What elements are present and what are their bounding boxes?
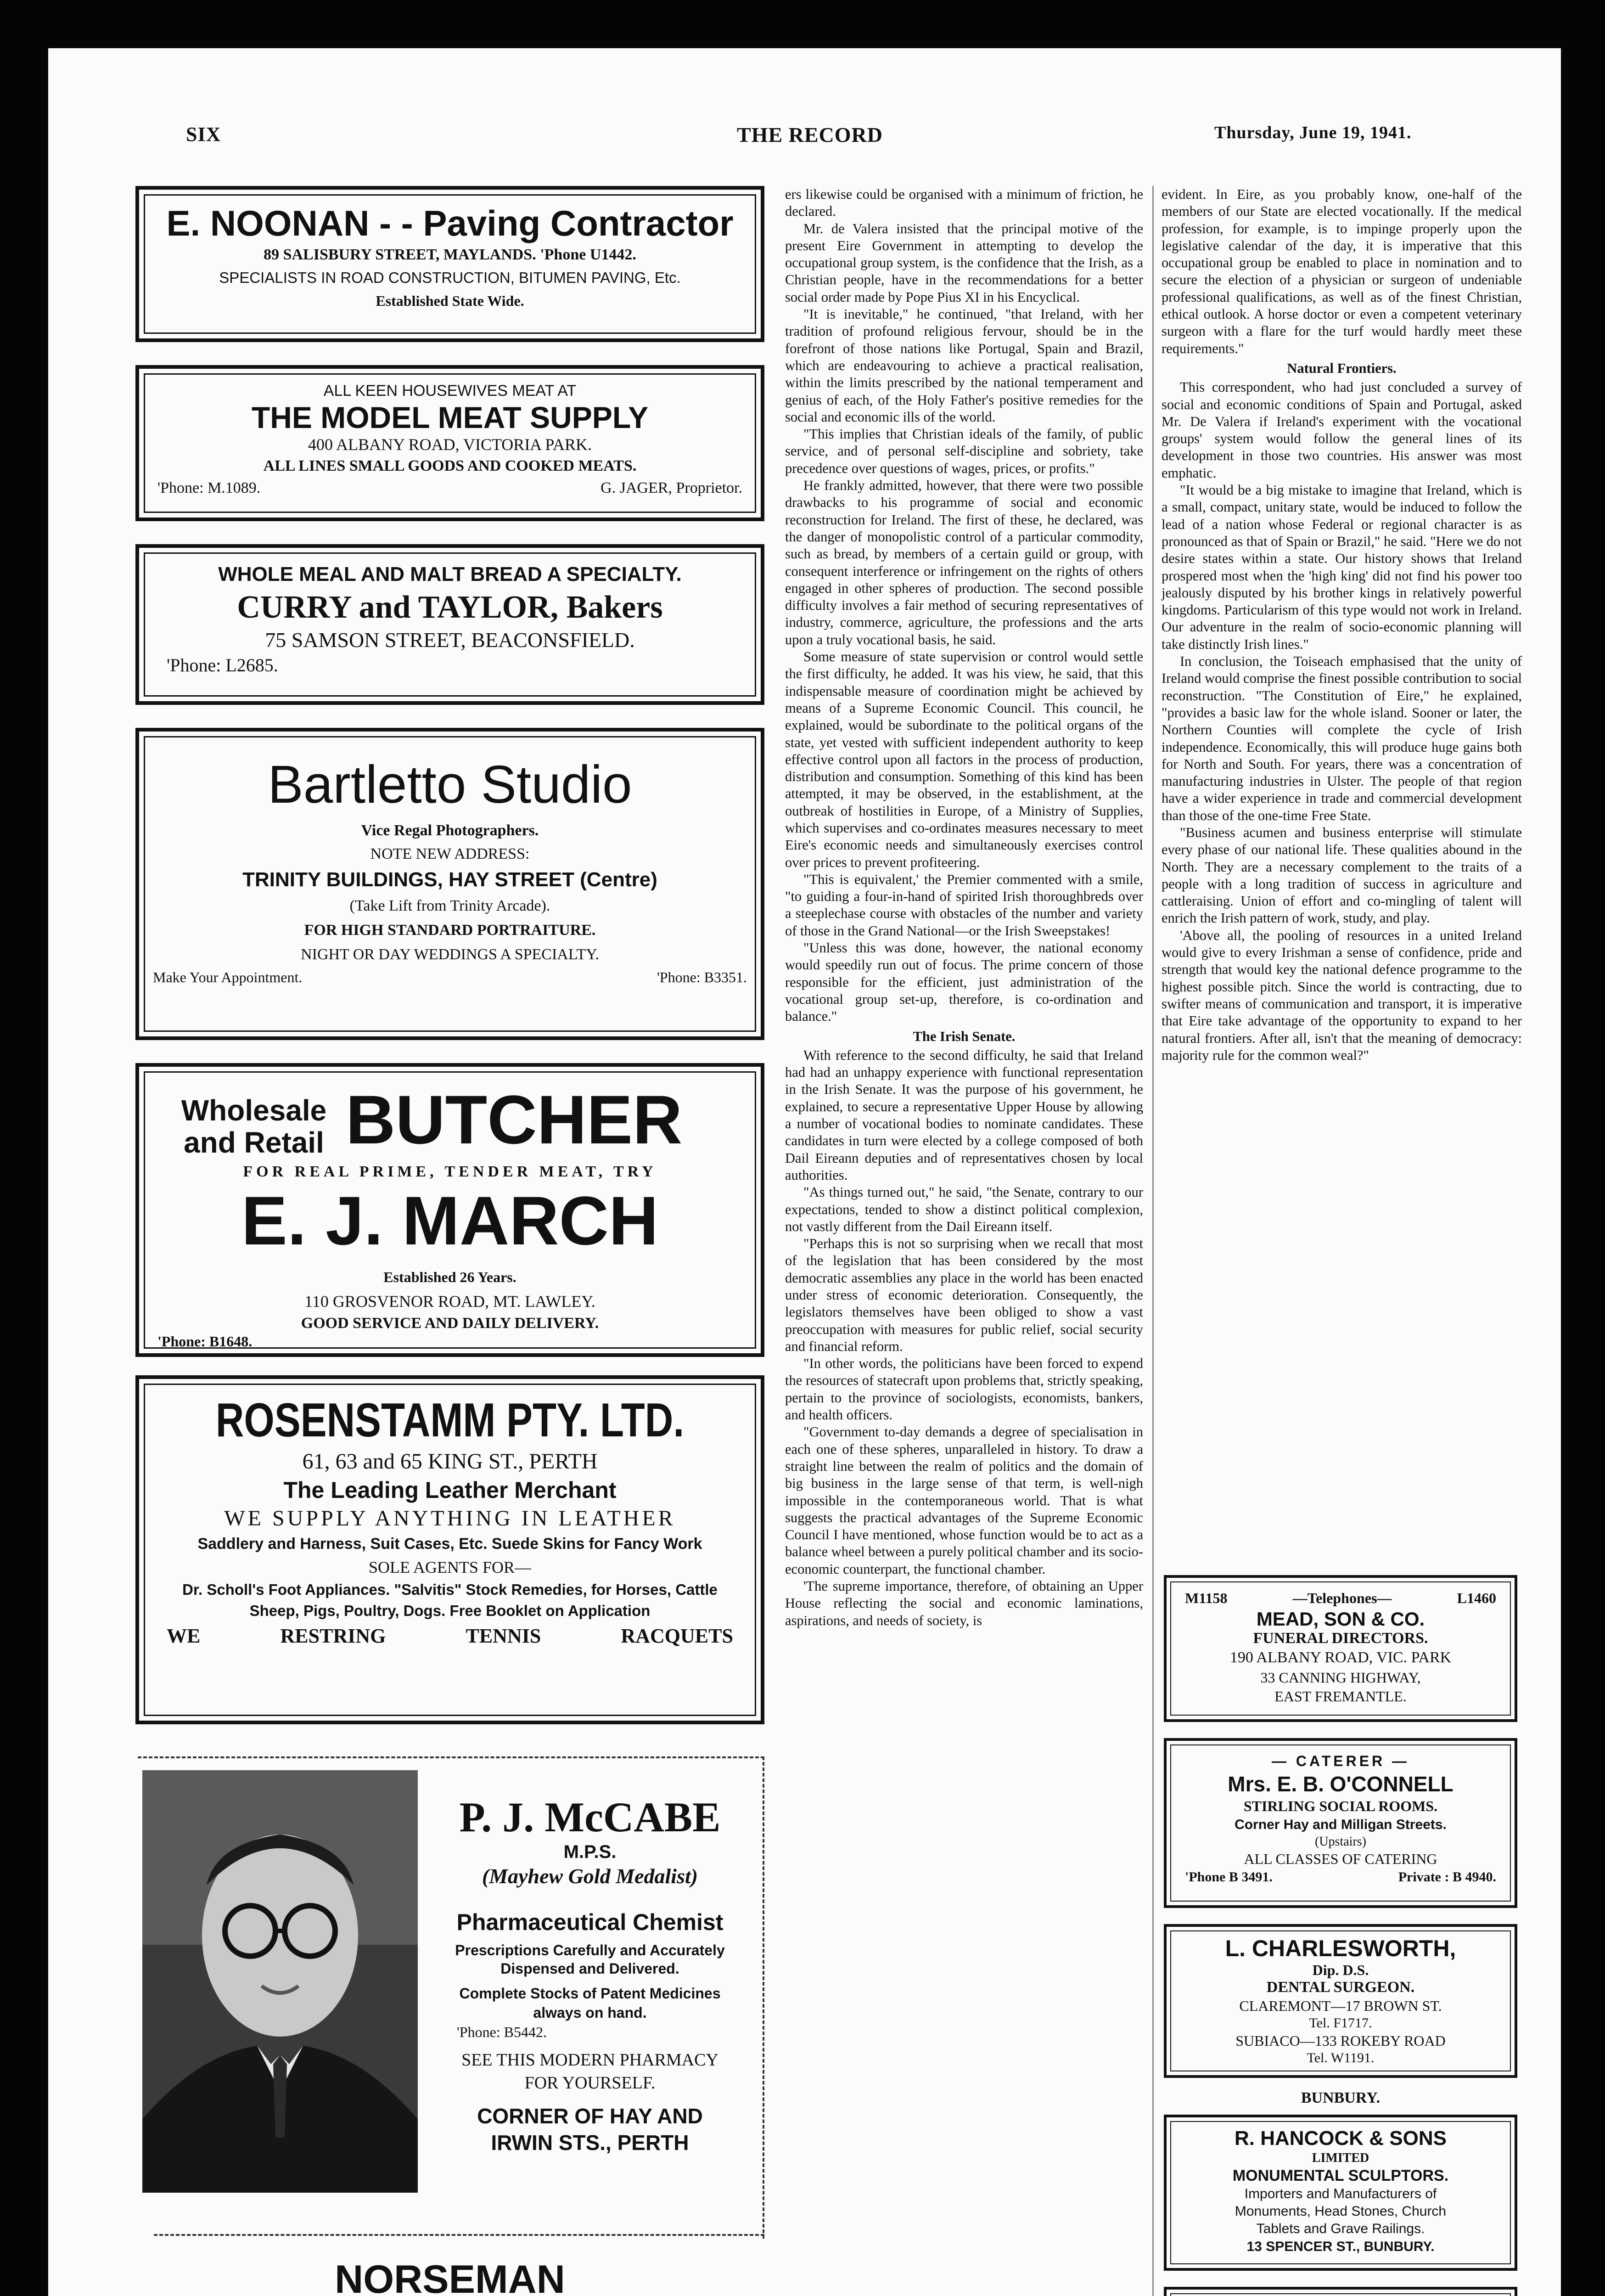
bunbury-heading: BUNBURY. (1301, 2089, 1381, 2106)
article-paragraph: This correspondent, who had just concluded a survey of social and economic conditions of Spain and Portugal, asked Mr. De Valera if Ireland's experiment with the vocational groups' system would follow the general lines of its development in those two countries. His answer was most emphatic. (1162, 379, 1522, 481)
ad-text: —Telephones— (1292, 1590, 1392, 1606)
ad-text: GOOD SERVICE AND DAILY DELIVERY. (301, 1315, 599, 1332)
wholesale-retail (171, 1094, 337, 1159)
ad-text: LIMITED (1312, 2151, 1369, 2165)
ad-text: NIGHT OR DAY WEDDINGS A SPECIALTY. (301, 946, 599, 963)
ad-address: 13 SPENCER ST., BUNBURY. (1246, 2239, 1435, 2254)
ad-text: SOLE AGENTS FOR— (368, 1558, 532, 1576)
ad-address: CLAREMONT—17 BROWN ST. (1239, 1998, 1442, 2014)
ad-phone: 'Phone: M.1089. (157, 479, 261, 496)
ad-text: and Retail (184, 1126, 324, 1159)
ad-hancock (1164, 2115, 1517, 2271)
article-column-1 (785, 186, 1143, 1629)
article-paragraph: "In other words, the politicians have been forced to expend the resources of statecraft upon problems that, strictly speaking, pertain to the province of sociologists, economists, bankers, and health officers. (785, 1356, 1143, 1423)
ad-text: ALL LINES SMALL GOODS AND COOKED MEATS. (263, 457, 637, 474)
ad-text: RESTRING (280, 1625, 386, 1647)
ad-text: (Mayhew Gold Medalist) (482, 1864, 698, 1888)
ad-model-meat (135, 365, 764, 521)
issue-date: Thursday, June 19, 1941. (1214, 123, 1412, 142)
ad-address: 190 ALBANY ROAD, VIC. PARK (1229, 1649, 1452, 1666)
article-paragraph: He frankly admitted, however, that there were two possible drawbacks to his programme of social and economic reconstruction for Ireland. The first of these, he declared, was the danger of monopolistic control of a particular commodity, such as bread, by members of a certain guild or group, with consequent interference or infringement on the rights of others engaged in other spheres of production. The second possible difficulty involves a fair method of securing representatives of industry, commerce, agriculture, the professions and the arts upon a truly vocational basis, he said. (785, 478, 1143, 647)
ad-text: Prescriptions Carefully and Accurately (455, 1942, 725, 1958)
ad-bartletto (135, 728, 764, 1040)
ad-rosenstamm (135, 1375, 764, 1724)
ad-text: M.P.S. (563, 1842, 617, 1862)
ad-noonan (135, 186, 764, 342)
masthead: THE RECORD (737, 123, 883, 146)
ad-text: SEE THIS MODERN PHARMACY (461, 2050, 718, 2070)
ad-address: 89 SALISBURY STREET, MAYLANDS. 'Phone U1442. (264, 246, 636, 263)
article-paragraph: 'Above all, the pooling of resources in a united Ireland would give to every Irishman a sense of confidence, pride and strength that would key the national defence programme to the highest possible pitch. Since the world is contracting, due to swifter means of communication and transport, it is imperative that Eire take advantage of the opportunity to expand to her natural frontiers. After all, isn't that the meaning of democracy: majority rule for the common weal?" (1162, 927, 1522, 1063)
ad-phone: Tel. F1717. (1309, 2015, 1372, 2031)
ad-text: WE (167, 1625, 201, 1647)
ad-title: Bartletto Studio (268, 754, 632, 814)
ad-text: STIRLING SOCIAL ROOMS. (1243, 1798, 1438, 1814)
ad-border (1170, 1930, 1511, 2071)
ad-text: Sheep, Pigs, Poultry, Dogs. Free Booklet on Application (249, 1602, 651, 1619)
ad-phone: Tel. W1191. (1307, 2050, 1375, 2065)
ad-mead (1164, 1575, 1517, 1722)
ad-address: SUBIACO—133 ROKEBY ROAD (1235, 2032, 1446, 2049)
ad-text: ALL KEEN HOUSEWIVES MEAT AT (323, 382, 577, 400)
ad-text: The Leading Leather Merchant (283, 1477, 617, 1503)
ad-title: BUTCHER (346, 1081, 683, 1158)
ad-address: TRINITY BUILDINGS, HAY STREET (Centre) (242, 868, 657, 891)
ad-text: (Take Lift from Trinity Arcade). (349, 897, 550, 914)
ad-border (144, 736, 756, 1032)
ad-address: 400 ALBANY ROAD, VICTORIA PARK. (308, 435, 592, 454)
ad-address: Corner Hay and Milligan Streets. (1235, 1817, 1447, 1832)
ad-title: THE MODEL MEAT SUPPLY (251, 400, 649, 434)
article-paragraph: Mr. de Valera insisted that the principal motive of the present Eire Government in attempting to develop the occupational group system, is the confidence that the Irish, as a Christian people, have in the recommendations for a better social order made by Pope Pius XI in his Encyclical. (785, 220, 1143, 305)
ad-text: Saddlery and Harness, Suit Cases, Etc. Suede Skins for Fancy Work (197, 1535, 702, 1553)
ad-phone: L1460 (1457, 1590, 1496, 1606)
article-paragraph: With reference to the second difficulty, he said that Ireland had had an unhappy experience with functional representation in the Irish Senate. It was the purpose of his government, he explained, to secure a representative Upper House by allowing a number of vocational bodies to nominate candidates. These candidates in turn were elected by a college composed of both Dail Eireann deputies and of representatives chosen by local authorities. (785, 1047, 1143, 1183)
ad-text: Tablets and Grave Railings. (1256, 2221, 1425, 2236)
ad-text: Make Your Appointment. (153, 969, 303, 985)
ad-text: FUNERAL DIRECTORS. (1253, 1630, 1428, 1647)
ad-phone: 'Phone B 3491. (1185, 1869, 1273, 1885)
ad-text: NOTE NEW ADDRESS: (370, 845, 530, 862)
norseman-rule (154, 2234, 764, 2236)
ad-text: SPECIALISTS IN ROAD CONSTRUCTION, BITUMEN PAVING, Etc. (219, 269, 681, 286)
ad-phone: 'Phone: B1648. (157, 1333, 253, 1350)
ad-address: 75 SAMSON STREET, BEACONSFIELD. (265, 628, 635, 652)
ad-border (1170, 1745, 1511, 1902)
ad-text: Monuments, Head Stones, Church (1235, 2204, 1447, 2219)
ad-phone: 'Phone: B3351. (657, 969, 747, 985)
article-paragraph: "This implies that Christian ideals of the family, of public service, and of personal self-discipline and sobriety, take precedence over questions of wages, prices, or profits." (785, 426, 1143, 476)
ad-text: TENNIS (466, 1625, 541, 1647)
ad-text: WHOLE MEAL AND MALT BREAD A SPECIALTY. (218, 563, 682, 585)
ad-title: ROSENSTAMM PTY. LTD. (215, 1394, 685, 1447)
ad-border (144, 194, 756, 334)
ad-name: E. J. MARCH (241, 1182, 659, 1259)
ad-address: CORNER OF HAY AND (477, 2104, 703, 2128)
article-paragraph: "Government to-day demands a degree of specialisation in each one of these spheres, unparalleled in history. To draw a straight line between the realm of politics and the domain of big business in the large sense of that term, is well-nigh impossible in the contemporaneous world. That is what suggests the practical advantages of the Supreme Economic Council I have mentioned, whose function would be to act as a balance wheel between a purely political chamber and its socio-economic counterpart, the functional chamber. (785, 1424, 1143, 1577)
ad-text: Wholesale (181, 1094, 327, 1127)
article-paragraph: "Unless this was done, however, the national economy would speedily run out of focus. The prime concern of those responsible for the efficient, just administration of the vocational group set-up, therefore, is co-ordination and balance." (785, 940, 1143, 1024)
ad-address: 110 GROSVENOR ROAD, MT. LAWLEY. (304, 1292, 595, 1311)
ad-phone: 'Phone: B5442. (457, 2024, 547, 2040)
ad-border (144, 552, 756, 697)
ad-border (1170, 2293, 1511, 2296)
ad-proprietor: G. JAGER, Proprietor. (600, 479, 742, 496)
ad-text: DENTAL SURGEON. (1266, 1979, 1415, 1996)
portrait-photo (142, 1770, 418, 2193)
ad-text: FOR YOURSELF. (524, 2073, 656, 2093)
ad-title: CURRY and TAYLOR, Bakers (237, 590, 663, 625)
ad-text: Complete Stocks of Patent Medicines (459, 1985, 721, 2002)
ad-oconnell (1164, 1738, 1517, 1908)
ad-text: Dispensed and Delivered. (500, 1960, 679, 1977)
article-paragraph: "Business acumen and business enterprise will stimulate every phase of our national life. These qualities abound in the North. They are a necessary complement to the traits of a people with a long tradition of success in agriculture and cattleraising. Union of effort and co-mingling of talent will enrich the Irish pattern of work, study, and play. (1162, 824, 1522, 926)
ad-text: Dip. D.S. (1312, 1962, 1369, 1978)
ad-text: Vice Regal Photographers. (361, 822, 539, 839)
ad-title: P. J. McCABE (459, 1794, 721, 1840)
ad-border (1170, 2121, 1511, 2264)
ad-text: (Upstairs) (1315, 1835, 1366, 1849)
article-paragraph: "This is equivalent,' the Premier commented with a smile, "to guiding a four-in-hand of spirited Irish thoroughbreds over a steeplechase course with obstacles of the number and variety of those in the Grand National—or the Irish Sweepstakes! (785, 871, 1143, 939)
ad-text: Established State Wide. (376, 293, 524, 309)
article-column-2 (1162, 186, 1522, 1064)
portrait-figure (142, 1770, 418, 2193)
article-paragraph: evident. In Eire, as you probably know, one-half of the members of our State are elected vocationally. If the medical profession, for example, is to impinge properly upon the legislative calendar of the day, it is imperative that this occupational group be enabled to place in nomination and to secure the election of a physician or surgeon of undeniable professional qualifications, as well as of the finest Christian, ethical outlook. A horse doctor or even a competent veterinary surgeon with a flare for the turf would hardly meet these requirements." (1162, 186, 1522, 356)
ad-text: FOR HIGH STANDARD PORTRAITURE. (304, 922, 596, 939)
article-paragraph: In conclusion, the Toiseach emphasised that the unity of Ireland would comprise the finest possible contribution to social reconstruction. "The Constitution of Eire," he explained, "provides a basic law for the whole island. Sooner or later, the Northern Counties will complete the cycle of Irish independence. Economically, this will produce huge gains both for North and South. For years, there was a concentration of manufacturing industries in Ulster. The people of that region have a wider experience in trade and commercial development than those of the one-time Free State. (1162, 653, 1522, 823)
article-paragraph: "It is inevitable," he continued, "that Ireland, with her tradition of profound religious fervour, should be in the forefront of those nations like Portugal, Spain and Brazil, which are endeavouring to achieve a practical realisation, within the limits prescribed by the national temperament and genius of each, of the Holy Father's positive remedies for the social and economic ills of the world. (785, 306, 1143, 425)
ad-phone: 'Phone: L2685. (167, 655, 278, 675)
ad-text: Importers and Manufacturers of (1244, 2186, 1437, 2201)
ad-charlesworth (1164, 1924, 1517, 2078)
article-paragraph: "As things turned out," he said, "the Senate, contrary to our expectations, tended to show a distinct political complexion, not vastly different from the Dail Eireann itself. (785, 1184, 1143, 1234)
ad-text: FOR REAL PRIME, TENDER MEAT, TRY (243, 1163, 657, 1180)
ad-border (144, 373, 756, 513)
ad-text: Dr. Scholl's Foot Appliances. "Salvitis" Stock Remedies, for Horses, Cattle (182, 1581, 718, 1598)
newspaper-page (48, 48, 1561, 2296)
ad-title: E. NOONAN - - Paving Contractor (166, 203, 734, 243)
ad-text: MONUMENTAL SCULPTORS. (1232, 2167, 1449, 2184)
ad-address: 61, 63 and 65 KING ST., PERTH (302, 1449, 598, 1474)
ad-text: Established 26 Years. (383, 1269, 516, 1285)
ad-title: MEAD, SON & CO. (1256, 1608, 1425, 1630)
ad-text: WE SUPPLY ANYTHING IN LEATHER (224, 1506, 676, 1531)
article-paragraph: "It would be a big mistake to imagine that Ireland, which is a small, compact, unitary state, would be induced to follow the lead of a nation whose Federal or regional character is as pronounced as that of Spain or Brazil," he said. "Here we do not desire states within a state. Our history shows that Ireland prospered most when the 'high king' did not find his power too jealously disputed by his brother kings in relatively powerful kingdoms. Particularism of this type would not work in Ireland. Our adventure in the realm of socio-economic planning will take distinctly Irish lines." (1162, 482, 1522, 652)
ad-phone: Private : B 4940. (1398, 1869, 1496, 1885)
subheading: The Irish Senate. (913, 1028, 1016, 1044)
article-paragraph: Some measure of state supervision or control would settle the first difficulty, he added. It was his view, he said, that this indispensable measure of coordination might be achieved by means of a Supreme Economic Council. This council, he explained, would be subordinate to the political organs of the state, yet vested with sufficient independent authority to keep effective control upon all factors in the process of production, distribution and consumption. Something of this kind has been attempted, it may be observed, in the establishment, at the outbreak of hostilities in Europe, of a Ministry of Supplies, which supervises and co-ordinates measures necessary to meet Eire's economic needs and simultaneously exercises control over prices to prevent profiteering. (785, 649, 1143, 870)
article-paragraph: "Perhaps this is not so surprising when we recall that most of the legislation that has been considered by the most democratic assemblies any place in the world has been enacted under stress of economic deterioration. Consequently, the legislators themselves have been obliged to show a vast preoccupation with measures for public relief, social security and financial reform. (785, 1236, 1143, 1354)
ad-curry-taylor (135, 544, 764, 705)
ad-address: 33 CANNING HIGHWAY, (1260, 1669, 1421, 1686)
norseman-heading: NORSEMAN (335, 2257, 565, 2296)
ad-text: Pharmaceutical Chemist (456, 1909, 724, 1935)
ad-teede (1164, 2287, 1517, 2296)
ad-text: ALL CLASSES OF CATERING (1244, 1851, 1437, 1867)
ad-title: L. CHARLESWORTH, (1225, 1936, 1456, 1961)
article-paragraph: ers likewise could be organised with a minimum of friction, he declared. (785, 186, 1143, 219)
mccabe-text (429, 1793, 751, 2156)
ad-text: RACQUETS (621, 1625, 733, 1647)
column-rule (1152, 186, 1154, 2296)
subheading: Natural Frontiers. (1287, 360, 1397, 376)
ad-address: IRWIN STS., PERTH (491, 2131, 689, 2155)
ad-phone: M1158 (1185, 1590, 1228, 1606)
ad-title: R. HANCOCK & SONS (1234, 2127, 1447, 2150)
ad-march-butcher (135, 1063, 764, 1357)
ad-text: — CATERER — (1271, 1753, 1410, 1769)
page-number: SIX (186, 123, 221, 146)
ad-address: EAST FREMANTLE. (1274, 1688, 1407, 1705)
ad-title: Mrs. E. B. O'CONNELL (1228, 1772, 1453, 1796)
article-paragraph: 'The supreme importance, therefore, of obtaining an Upper House reflecting the social and economic laminations, aspirations, and needs of society, is (785, 1578, 1143, 1628)
ad-text: always on hand. (533, 2004, 647, 2021)
ad-border (1170, 1581, 1511, 1716)
